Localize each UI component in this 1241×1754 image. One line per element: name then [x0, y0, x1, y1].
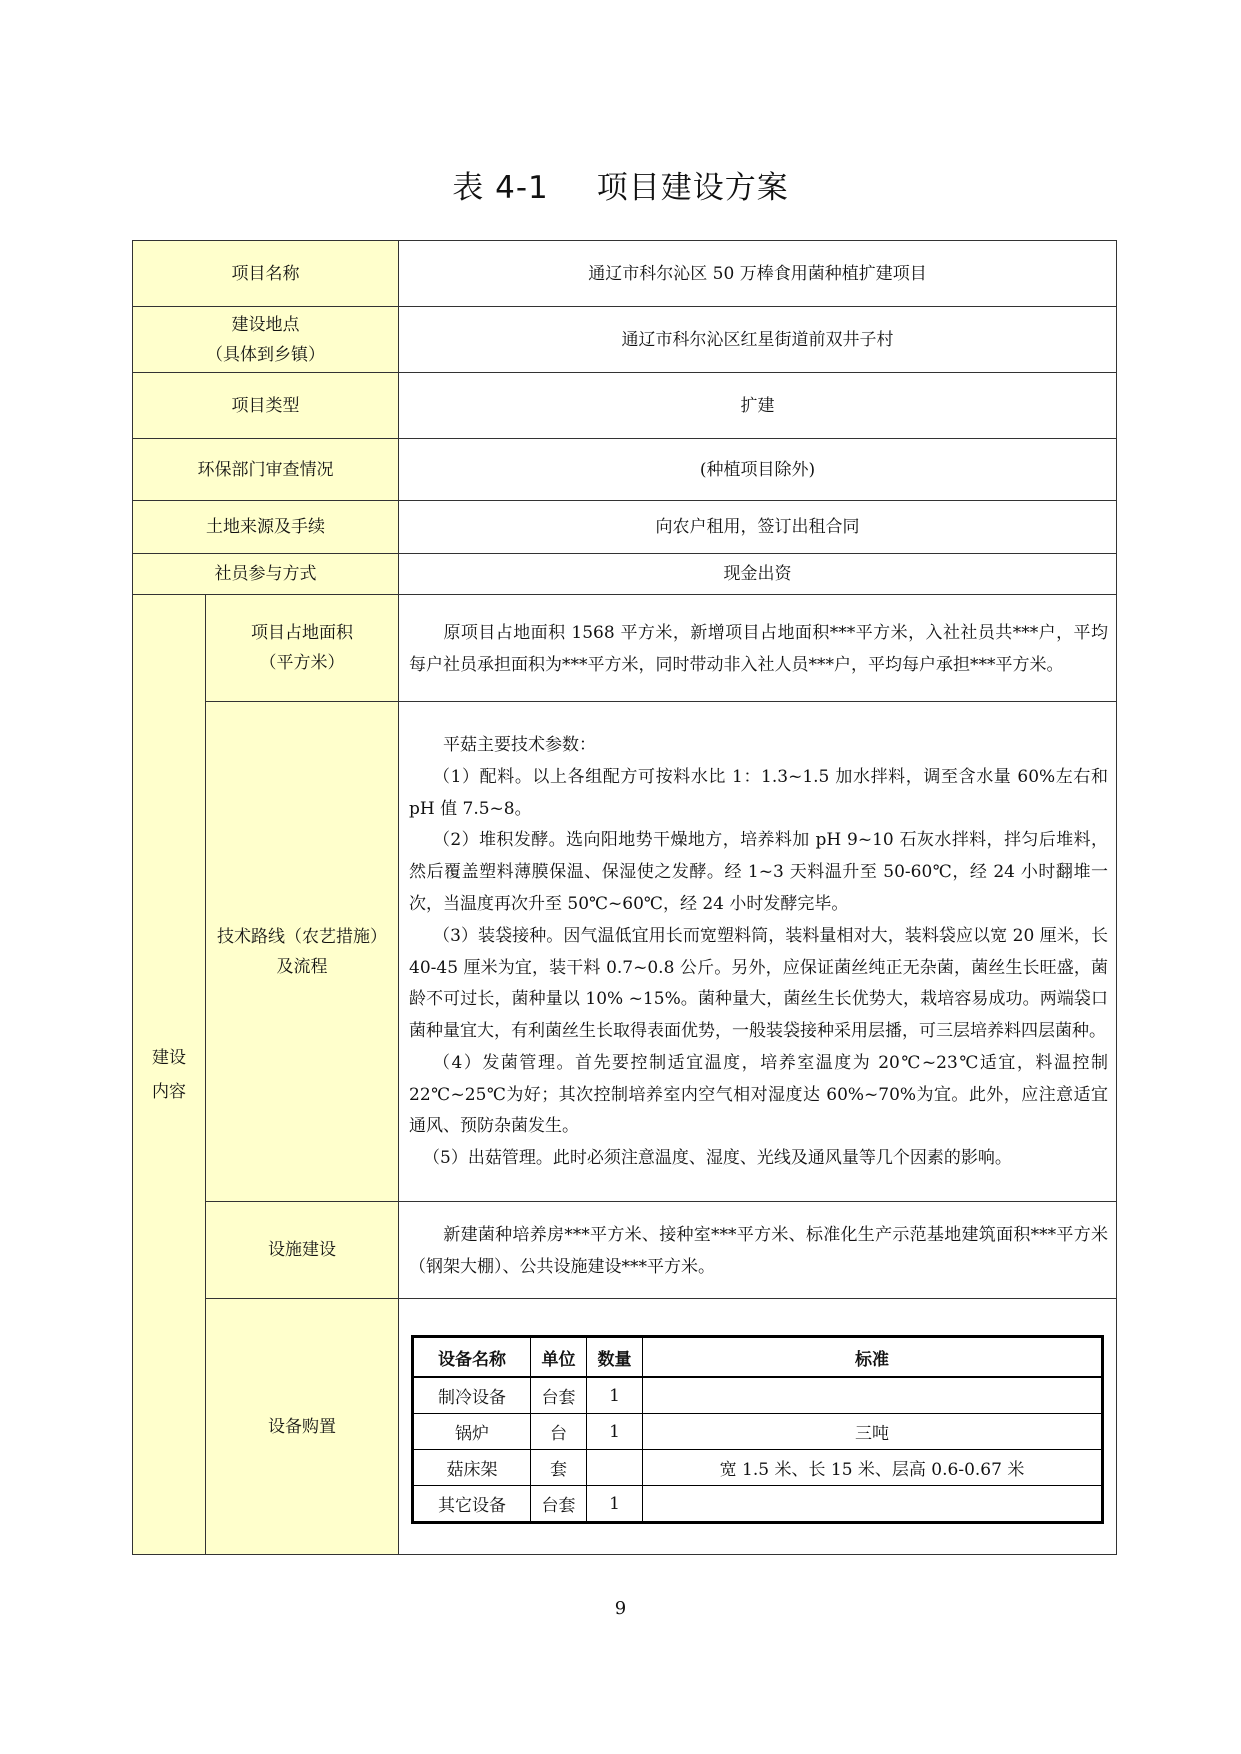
facility-text: 新建菌种培养房***平方米、接种室***平方米、标准化生产示范基地建筑面积***平方米（钢架大棚）、公共设施建设***平方米。 — [409, 1225, 1108, 1277]
equipment-qty: 1 — [587, 1414, 643, 1450]
row-location — [133, 307, 1117, 373]
row-facility — [133, 1202, 1117, 1299]
project-type-value: 扩建 — [399, 373, 1117, 439]
equipment-cell — [399, 1299, 1117, 1555]
row-land — [133, 501, 1117, 554]
land-label: 土地来源及手续 — [133, 501, 399, 554]
project-plan-table — [132, 240, 1117, 1555]
table-title — [0, 162, 1241, 207]
location-label-line1: 建设地点 — [231, 314, 300, 335]
equipment-table — [411, 1335, 1104, 1524]
tech-heading: 平菇主要技术参数： — [443, 734, 596, 755]
tech-text-block — [399, 726, 1116, 1177]
env-review-label: 环保部门审查情况 — [133, 439, 399, 501]
location-value: 通辽市科尔沁区红星街道前双井子村 — [399, 307, 1117, 373]
tech-step-5: （5）出菇管理。此时必须注意温度、湿度、光线及通风量等几个因素的影响。 — [423, 1148, 1012, 1169]
equipment-col-standard: 标准 — [643, 1337, 1103, 1378]
area-label-line2: （平方米） — [259, 653, 345, 673]
equipment-col-unit: 单位 — [531, 1337, 587, 1378]
facility-text-block — [399, 1213, 1116, 1287]
equipment-col-qty: 数量 — [587, 1337, 643, 1378]
table-name: 项目建设方案 — [596, 170, 789, 206]
area-label — [206, 595, 399, 702]
area-label-line1: 项目占地面积 — [251, 623, 353, 643]
equipment-qty — [587, 1450, 643, 1486]
construction-content-line1: 建设 — [152, 1047, 186, 1068]
row-env-review — [133, 439, 1117, 501]
row-tech — [133, 702, 1117, 1202]
land-value: 向农户租用，签订出租合同 — [399, 501, 1117, 554]
tech-step-1: （1）配料。以上各组配方可按料水比 1：1.3~1.5 加水拌料，调至含水量 60%左右和 pH 值 7.5~8。 — [409, 766, 1108, 819]
equipment-row — [413, 1414, 1103, 1450]
tech-label-line2: 及流程 — [276, 956, 328, 977]
equipment-name: 锅炉 — [413, 1414, 531, 1450]
project-name-value: 通辽市科尔沁区 50 万棒食用菌种植扩建项目 — [399, 241, 1117, 307]
equipment-unit: 台套 — [531, 1377, 587, 1414]
equipment-col-name: 设备名称 — [413, 1337, 531, 1378]
equipment-standard — [643, 1486, 1103, 1523]
tech-cell — [399, 702, 1117, 1202]
row-equipment — [133, 1299, 1117, 1555]
equipment-unit: 台 — [531, 1414, 587, 1450]
member-label: 社员参与方式 — [133, 554, 399, 595]
location-label — [133, 307, 399, 373]
table-number: 表 4-1 — [452, 170, 549, 206]
facility-cell — [399, 1202, 1117, 1299]
equipment-name: 菇床架 — [413, 1450, 531, 1486]
construction-content-line2: 内容 — [152, 1081, 186, 1102]
row-area — [133, 595, 1117, 702]
facility-label: 设施建设 — [206, 1202, 399, 1299]
equipment-unit: 台套 — [531, 1486, 587, 1523]
construction-content-label — [133, 595, 206, 1555]
page-number: 9 — [614, 1598, 627, 1619]
env-review-value: (种植项目除外) — [399, 439, 1117, 501]
project-type-label: 项目类型 — [133, 373, 399, 439]
area-text: 原项目占地面积 1568 平方米，新增项目占地面积***平方米，入社社员共***户，平均每户社员承担面积为***平方米，同时带动非入社人员***户，平均每户承担***平方米。 — [409, 623, 1108, 675]
project-name-label: 项目名称 — [133, 241, 399, 307]
equipment-standard: 宽 1.5 米、长 15 米、层高 0.6-0.67 米 — [643, 1450, 1103, 1486]
row-project-name — [133, 241, 1117, 307]
equipment-qty: 1 — [587, 1377, 643, 1414]
equipment-row — [413, 1377, 1103, 1414]
tech-step-3: （3）装袋接种。因气温低宜用长而宽塑料筒，装料量相对大，装料袋应以宽 20 厘米，长 40-45 厘米为宜，装干料 0.7~0.8 公斤。另外，应保证菌丝纯正无杂菌，菌丝生长旺盛，菌龄不可过长，菌种量以 10% ~15%。菌种量大，菌丝生长优势大，栽培容易成功。两端袋口菌种量宜大，有利菌丝生长取得表面优势，一般装袋接种采用层播，可三层培养料四层菌种。 — [409, 925, 1108, 1042]
member-value: 现金出资 — [399, 554, 1117, 595]
equipment-qty: 1 — [587, 1486, 643, 1523]
equipment-label: 设备购置 — [206, 1299, 399, 1555]
row-project-type — [133, 373, 1117, 439]
tech-label-line1: 技术路线（农艺措施） — [217, 926, 387, 947]
tech-step-2: （2）堆积发酵。选向阳地势干燥地方，培养料加 pH 9~10 石灰水拌料，拌匀后堆料，然后覆盖塑料薄膜保温、保湿使之发酵。经 1~3 天料温升至 50-60℃，经 24 小时翻堆一次，当温度再次升至 50℃~60℃，经 24 小时发酵完毕。 — [409, 830, 1108, 914]
equipment-standard: 三吨 — [643, 1414, 1103, 1450]
area-text-block — [399, 611, 1116, 685]
equipment-row — [413, 1486, 1103, 1523]
row-member — [133, 554, 1117, 595]
equipment-name: 制冷设备 — [413, 1377, 531, 1414]
tech-step-4: （4）发菌管理。首先要控制适宜温度，培养室温度为 20℃~23℃适宜，料温控制 22℃~25℃为好；其次控制培养室内空气相对湿度达 60%~70%为宜。此外，应注意适宜通风、预防杂菌发生。 — [409, 1052, 1108, 1137]
equipment-standard — [643, 1377, 1103, 1414]
equipment-header-row — [413, 1337, 1103, 1378]
area-cell — [399, 595, 1117, 702]
equipment-row — [413, 1450, 1103, 1486]
equipment-name: 其它设备 — [413, 1486, 531, 1523]
tech-label — [206, 702, 399, 1202]
location-label-line2: （具体到乡镇） — [206, 344, 325, 365]
equipment-unit: 套 — [531, 1450, 587, 1486]
